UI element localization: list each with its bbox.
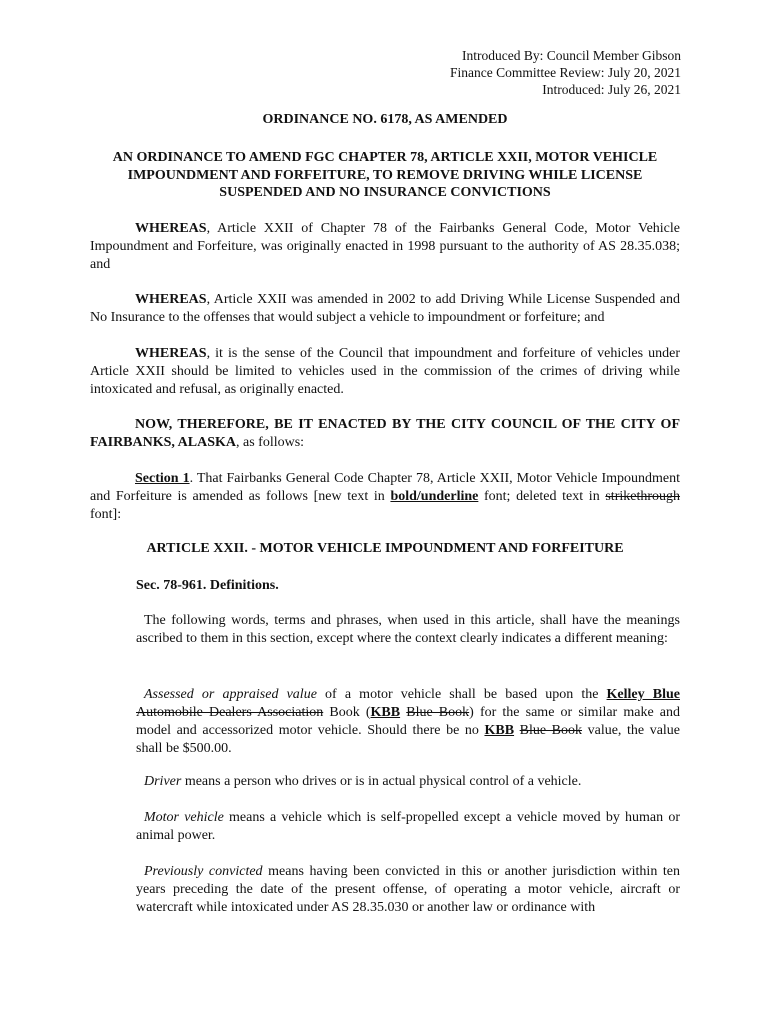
definition-text: Book ( <box>323 705 371 720</box>
definition-text: of a motor vehicle shall be based upon the <box>316 687 607 702</box>
section-heading: Sec. 78-961. Definitions. <box>136 578 279 593</box>
definition-text: means a vehicle which is self-propelled except a vehicle moved by human or animal power. <box>136 810 680 843</box>
deleted-text: Blue Book <box>406 705 470 720</box>
definition-text: means a person who drives or is in actual physical control of a vehicle. <box>181 774 582 789</box>
introduced-by: Introduced By: Council Member Gibson <box>462 48 681 63</box>
definition-text: means having been convicted in this or another jurisdiction within ten years preceding the date of the present offense, of operating a motor vehicle, aircraft or watercraft while intoxicated under AS 28.35.030 or another law or ordinance with <box>136 864 680 915</box>
section-1-label: Section 1 <box>135 471 190 486</box>
inserted-text: Kelley Blue <box>606 687 680 702</box>
definition-term: Driver <box>144 774 182 789</box>
deleted-text: Blue Book <box>519 723 583 738</box>
enactment-clause <box>90 416 680 452</box>
ordinance-subtitle: AN ORDINANCE TO AMEND FGC CHAPTER 78, ARTICLE XXII, MOTOR VEHICLE IMPOUNDMENT AND FORFEITURE, TO REMOVE DRIVING WHILE LICENSE SUSPENDED AND NO INSURANCE CONVICTIONS <box>112 150 658 200</box>
inserted-text: KBB <box>370 705 401 720</box>
introduction-block <box>450 47 681 98</box>
definition-assessed-value <box>136 686 680 758</box>
whereas-paragraph-3 <box>90 345 680 399</box>
whereas-text: , Article XXII was amended in 2002 to add Driving While License Suspended and No Insurance to the offenses that would subject a vehicle to impoundment or forfeiture; and <box>90 292 680 325</box>
introduced-date: Introduced: July 26, 2021 <box>542 82 681 97</box>
whereas-paragraph-1 <box>90 220 680 274</box>
deleted-text: Automobile Dealers Association <box>136 705 324 720</box>
enactment-text: , as follows: <box>236 435 305 450</box>
section-1-text: font; deleted text in <box>478 489 606 504</box>
definition-term: Motor vehicle <box>144 810 224 825</box>
whereas-lead: WHEREAS <box>135 346 207 361</box>
article-heading: ARTICLE XXII. - MOTOR VEHICLE IMPOUNDMENT AND FORFEITURE <box>146 541 624 556</box>
whereas-lead: WHEREAS <box>135 221 207 236</box>
finance-committee-review: Finance Committee Review: July 20, 2021 <box>450 65 681 80</box>
whereas-paragraph-2 <box>90 291 680 327</box>
definitions-intro: The following words, terms and phrases, when used in this article, shall have the meanings ascribed to them in this section, except where the context clearly indicates a different meaning: <box>136 613 680 646</box>
definition-term: Previously convicted <box>144 864 263 879</box>
whereas-lead: WHEREAS <box>135 292 207 307</box>
enactment-lead: NOW, THEREFORE, BE IT ENACTED BY THE CITY COUNCIL OF THE CITY OF FAIRBANKS, ALASKA <box>90 417 680 450</box>
definition-driver <box>136 773 680 791</box>
deleted-text-legend: strikethrough <box>605 489 681 504</box>
definition-term: Assessed or appraised value <box>144 687 317 702</box>
inserted-text: KBB <box>484 723 515 738</box>
whereas-text: , Article XXII of Chapter 78 of the Fairbanks General Code, Motor Vehicle Impoundment and Forfeiture, was originally enacted in 1998 pursuant to the authority of AS 28.35.038; and <box>90 221 680 272</box>
section-1-paragraph <box>90 470 680 524</box>
ordinance-title: ORDINANCE NO. 6178, AS AMENDED <box>262 112 508 127</box>
definition-text: ) for the same or similar make and model and accessorized motor vehicle. Should there be no <box>136 705 681 738</box>
section-1-text: font]: <box>90 507 122 522</box>
definition-previously-convicted <box>136 863 680 917</box>
section-1-text: . That Fairbanks General Code Chapter 78, Article XXII, Motor Vehicle Impoundment and Forfeiture is amended as follows [new text in <box>90 471 680 504</box>
whereas-text: , it is the sense of the Council that impoundment and forfeiture of vehicles under Article XXII should be limited to vehicles used in the commission of the crimes of driving while intoxicated and refusal, as originally enacted. <box>90 346 680 397</box>
definition-motor-vehicle <box>136 809 680 845</box>
new-text-legend: bold/underline <box>390 489 479 504</box>
definition-text: value, the value shall be $500.00. <box>136 723 681 756</box>
